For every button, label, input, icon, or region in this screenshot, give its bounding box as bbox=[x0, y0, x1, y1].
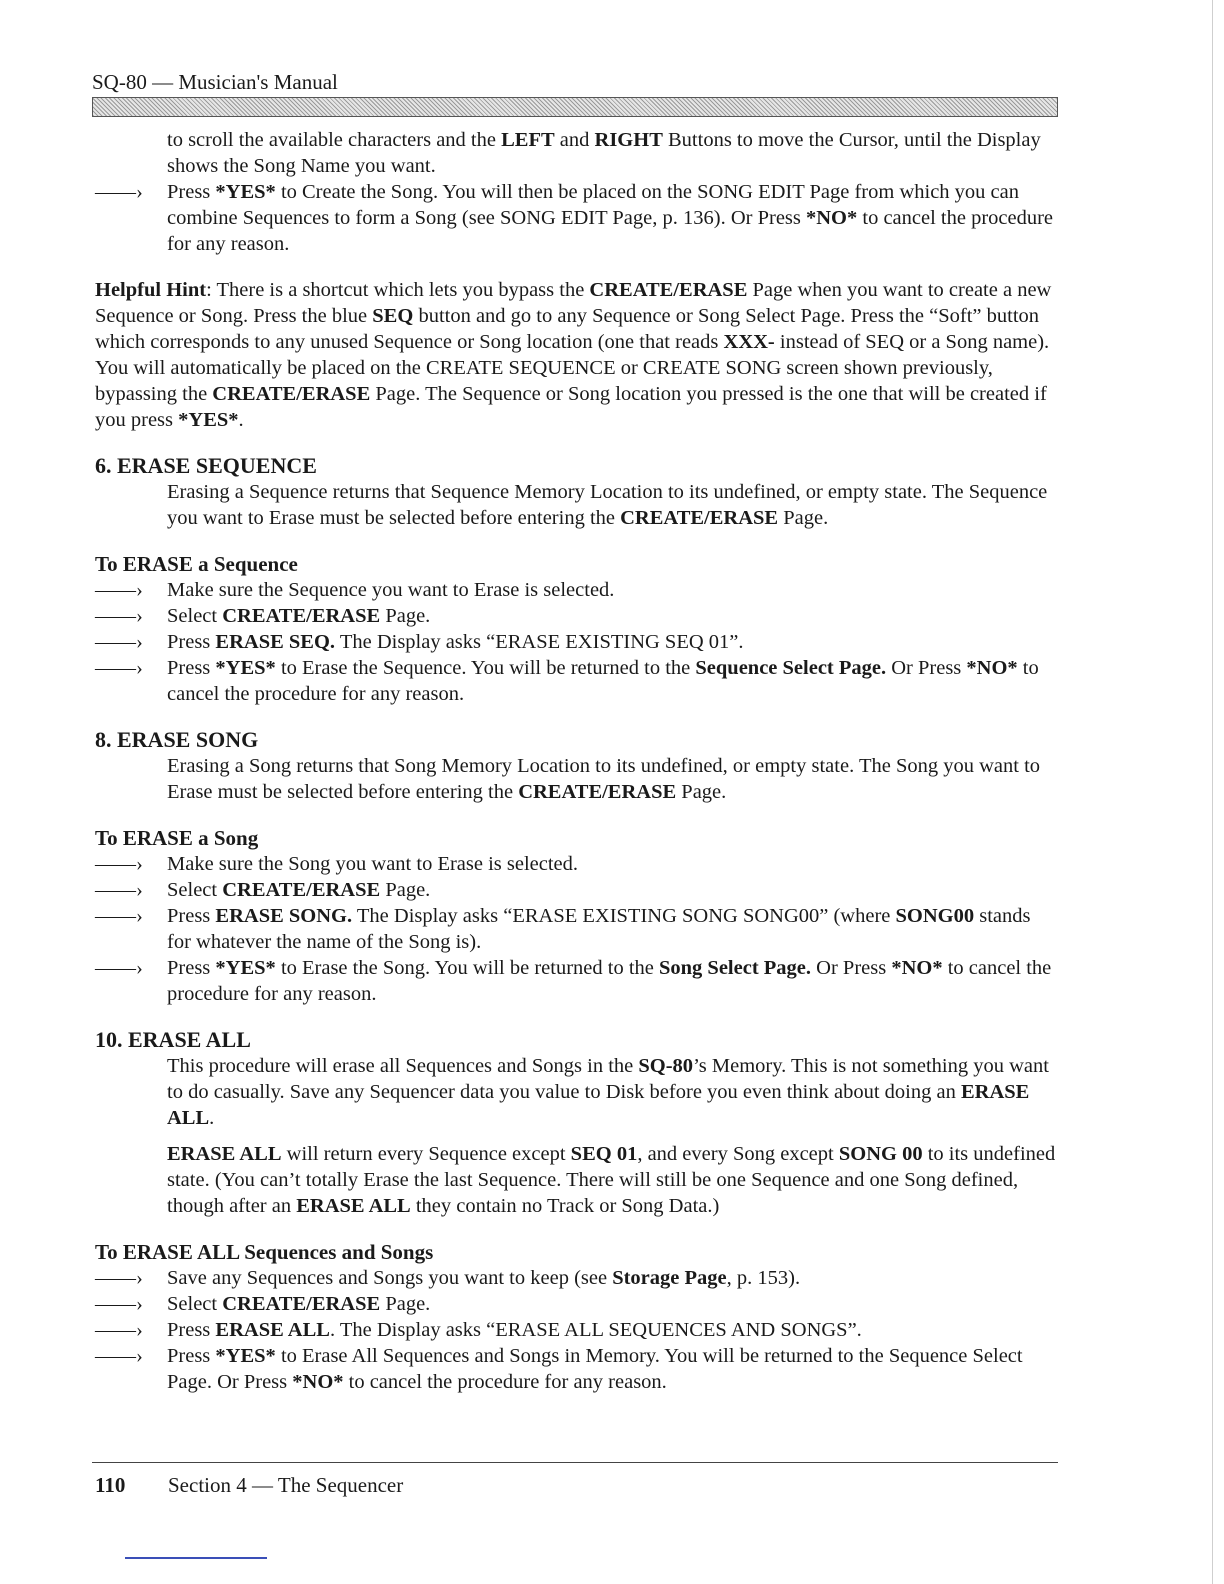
helpful-hint: Helpful Hint: There is a shortcut which lets you bypass the CREATE/ERASE Page when you want to create a new Sequence or Song. Press the blue SEQ button and go to any Sequence or Song Select Page. Press the “Soft” button which corresponds to any unused Sequence or Song location (one that reads XXX- instead of SEQ or a Song name). You will automatically be placed on the CREATE SEQUENCE or CREATE SONG screen shown previously, bypassing the CREATE/ERASE Page. The Sequence or Song location you pressed is the one that will be created if you press *YES*. bbox=[95, 279, 1052, 431]
page-number: 110 bbox=[95, 1473, 126, 1497]
section-heading-erase-sequence: 6. ERASE SEQUENCE bbox=[95, 453, 317, 478]
footer-section-title: Section 4 — The Sequencer bbox=[168, 1473, 404, 1497]
step-arrow-icon: ——› bbox=[95, 657, 143, 679]
step-arrow-icon: ——› bbox=[95, 879, 143, 901]
step-arrow-icon: ——› bbox=[95, 957, 143, 979]
step-arrow-icon: ——› bbox=[95, 579, 143, 601]
scan-mark bbox=[125, 1557, 267, 1559]
step-arrow-icon: ——› bbox=[95, 1345, 143, 1367]
step-arrow-icon: ——› bbox=[95, 1267, 143, 1289]
intro-step: ——› Press *YES* to Create the Song. You will then be placed on the SONG EDIT Page from which you can combine Sequences to form a Song (see SONG EDIT Page, p. 136). Or Press *NO* to cancel the procedure for any reason. bbox=[95, 181, 1054, 255]
erase-sequence-description: Erasing a Sequence returns that Sequence Memory Location to its undefined, or empty state. The Sequence you want to Erase must be selected before entering the CREATE/ERASE Page. bbox=[167, 481, 1048, 529]
erase-all-step-4: ——› Press *YES* to Erase All Sequences and Songs in Memory. You will be returned to the Sequence Select Page. Or Press *NO* to cancel the procedure for any reason. bbox=[95, 1345, 1023, 1393]
step-arrow-icon: ——› bbox=[95, 1319, 143, 1341]
step-arrow-icon: ——› bbox=[95, 631, 143, 653]
header-band bbox=[92, 97, 1058, 117]
section-heading-erase-all: 10. ERASE ALL bbox=[95, 1027, 251, 1052]
erase-song-step-2: ——› Select CREATE/ERASE Page. bbox=[95, 879, 431, 901]
section-heading-erase-song: 8. ERASE SONG bbox=[95, 727, 259, 752]
page-edge-divider bbox=[1212, 0, 1213, 1584]
erase-song-step-3: ——› Press ERASE SONG. The Display asks “ERASE EXISTING SONG SONG00” (where SONG00 stands for whatever the name of the Song is). bbox=[95, 905, 1031, 953]
step-arrow-icon: ——› bbox=[95, 905, 143, 927]
step-arrow-icon: ——› bbox=[95, 605, 143, 627]
erase-seq-step-1: ——› Make sure the Sequence you want to Erase is selected. bbox=[95, 579, 615, 601]
erase-all-step-2: ——› Select CREATE/ERASE Page. bbox=[95, 1293, 431, 1315]
footer-rule bbox=[92, 1462, 1058, 1463]
erase-seq-step-4: ——› Press *YES* to Erase the Sequence. You will be returned to the Sequence Select Page. Or Press *NO* to cancel the procedure for any reason. bbox=[95, 657, 1039, 705]
erase-song-step-1: ——› Make sure the Song you want to Erase is selected. bbox=[95, 853, 579, 875]
subheading-erase-a-sequence: To ERASE a Sequence bbox=[95, 552, 298, 576]
erase-song-step-4: ——› Press *YES* to Erase the Song. You will be returned to the Song Select Page. Or Press *NO* to cancel the procedure for any reason. bbox=[95, 957, 1052, 1005]
step-arrow-icon: ——› bbox=[95, 853, 143, 875]
erase-seq-step-3: ——› Press ERASE SEQ. The Display asks “ERASE EXISTING SEQ 01”. bbox=[95, 631, 744, 653]
erase-all-step-1: ——› Save any Sequences and Songs you want to keep (see Storage Page, p. 153). bbox=[95, 1267, 801, 1289]
erase-song-description: Erasing a Song returns that Song Memory Location to its undefined, or empty state. The Song you want to Erase must be selected before entering the CREATE/ERASE Page. bbox=[167, 755, 1041, 803]
erase-all-description: This procedure will erase all Sequences and Songs in the SQ-80’s Memory. This is not something you want to do casually. Save any Sequencer data you value to Disk before you even think about doing an ERASE ALL. bbox=[167, 1055, 1049, 1129]
intro-continuation: to scroll the available characters and the LEFT and RIGHT Buttons to move the Cursor, until the Display shows the Song Name you want. bbox=[167, 129, 1041, 177]
erase-seq-step-2: ——› Select CREATE/ERASE Page. bbox=[95, 605, 431, 627]
subheading-erase-all: To ERASE ALL Sequences and Songs bbox=[95, 1240, 434, 1264]
page-content bbox=[95, 127, 1058, 1395]
step-arrow-icon: ——› bbox=[95, 181, 143, 203]
running-header: SQ-80 — Musician's Manual bbox=[92, 70, 338, 94]
step-arrow-icon: ——› bbox=[95, 1293, 143, 1315]
erase-all-step-3: ——› Press ERASE ALL. The Display asks “ERASE ALL SEQUENCES AND SONGS”. bbox=[95, 1319, 862, 1341]
subheading-erase-a-song: To ERASE a Song bbox=[95, 826, 259, 850]
erase-all-details: ERASE ALL will return every Sequence except SEQ 01, and every Song except SONG 00 to its undefined state. (You can’t totally Erase the last Sequence. There will still be one Sequence and one Song defined, though after an ERASE ALL they contain no Track or Song Data.) bbox=[167, 1143, 1056, 1217]
